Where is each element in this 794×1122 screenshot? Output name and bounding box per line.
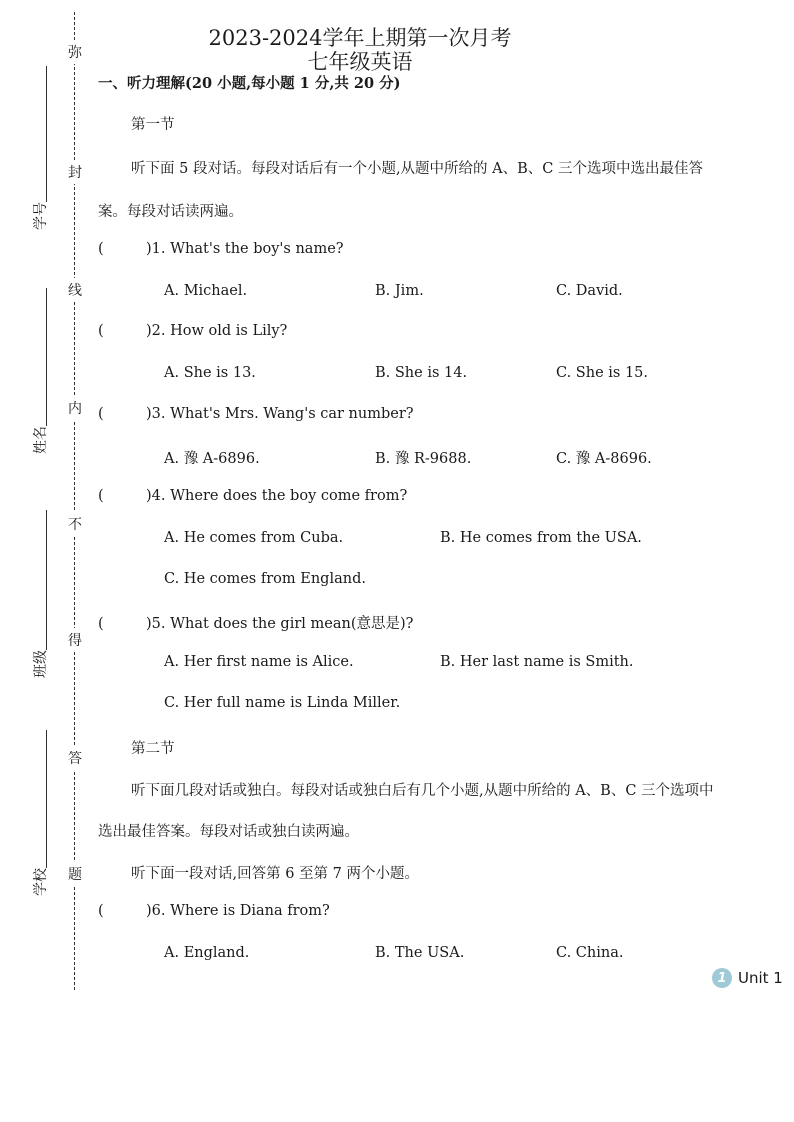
- seal-char: 内: [67, 396, 83, 420]
- option-b: B. Jim.: [375, 283, 424, 299]
- question-stem: 2. How old is Lily?: [151, 323, 288, 339]
- seal-char: 线: [67, 278, 83, 302]
- question-stem: 4. Where does the boy come from?: [151, 488, 408, 504]
- option-c: C. 豫 A-8696.: [556, 451, 652, 467]
- unit-label: Unit 1: [738, 969, 783, 987]
- part2-instructions: 听下面几段对话或独白。每段对话或独白后有几个小题,从题中所给的 A、B、C 三个选项中: [131, 783, 714, 799]
- part2-instructions-cont: 选出最佳答案。每段对话或独白读两遍。: [98, 824, 359, 840]
- answer-blank[interactable]: (: [98, 241, 104, 257]
- answer-blank[interactable]: (: [98, 903, 104, 919]
- question-stem: 3. What's Mrs. Wang's car number?: [151, 406, 414, 422]
- part1-instructions: 听下面 5 段对话。每段对话后有一个小题,从题中所给的 A、B、C 三个选项中选出最佳答: [131, 161, 703, 177]
- option-b: B. He comes from the USA.: [440, 530, 642, 546]
- option-c: C. He comes from England.: [164, 571, 366, 587]
- option-a: A. She is 13.: [164, 365, 256, 381]
- option-c: C. She is 15.: [556, 365, 649, 381]
- name-label: 姓名: [33, 426, 49, 454]
- option-b: B. Her last name is Smith.: [440, 654, 634, 670]
- school-label: 学校: [33, 868, 49, 896]
- option-c: C. Her full name is Linda Miller.: [164, 695, 401, 711]
- name-line[interactable]: [46, 288, 47, 426]
- part2-sub-instructions: 听下面一段对话,回答第 6 至第 7 两个小题。: [131, 866, 419, 882]
- seal-char: 答: [67, 746, 83, 770]
- option-b: B. She is 14.: [375, 365, 468, 381]
- page-number: 1: [712, 968, 732, 988]
- question-1: ( )1. What's the boy's name?: [98, 241, 344, 257]
- option-a: A. He comes from Cuba.: [164, 530, 344, 546]
- exam-title: 2023-2024学年上期第一次月考: [208, 26, 512, 50]
- seal-char: 得: [67, 628, 83, 652]
- school-line[interactable]: [46, 730, 47, 868]
- section-heading: 一、听力理解(20 小题,每小题 1 分,共 20 分): [98, 75, 401, 92]
- answer-blank[interactable]: (: [98, 616, 104, 632]
- option-b: B. 豫 R-9688.: [375, 451, 472, 467]
- option-c: C. David.: [556, 283, 623, 299]
- exam-subtitle: 七年级英语: [307, 50, 413, 74]
- part2-label: 第二节: [131, 741, 175, 757]
- student-id-line[interactable]: [46, 66, 47, 202]
- page-footer: [712, 968, 783, 988]
- question-4: ( )4. Where does the boy come from?: [98, 488, 408, 504]
- part1-label: 第一节: [131, 117, 175, 133]
- option-c: C. China.: [556, 945, 624, 961]
- question-6: ( )6. Where is Diana from?: [98, 903, 330, 919]
- answer-blank[interactable]: (: [98, 488, 104, 504]
- question-stem: 6. Where is Diana from?: [151, 903, 330, 919]
- question-5: ( )5. What does the girl mean(意思是)?: [98, 616, 414, 632]
- class-line[interactable]: [46, 510, 47, 650]
- question-3: ( )3. What's Mrs. Wang's car number?: [98, 406, 414, 422]
- question-stem: 1. What's the boy's name?: [151, 241, 344, 257]
- class-label: 班级: [33, 650, 49, 678]
- seal-char: 弥: [67, 40, 83, 64]
- seal-char: 题: [67, 862, 83, 886]
- answer-blank[interactable]: (: [98, 323, 104, 339]
- option-b: B. The USA.: [375, 945, 465, 961]
- question-2: ( )2. How old is Lily?: [98, 323, 288, 339]
- seal-line: [74, 12, 75, 990]
- seal-char: 不: [67, 512, 83, 536]
- option-a: A. Michael.: [164, 283, 248, 299]
- student-id-label: 学号: [33, 202, 49, 230]
- question-stem: 5. What does the girl mean(意思是)?: [151, 616, 414, 632]
- part1-instructions-cont: 案。每段对话读两遍。: [98, 204, 243, 220]
- option-a: A. 豫 A-6896.: [164, 451, 260, 467]
- option-a: A. Her first name is Alice.: [164, 654, 354, 670]
- option-a: A. England.: [164, 945, 250, 961]
- answer-blank[interactable]: (: [98, 406, 104, 422]
- seal-char: 封: [67, 160, 83, 184]
